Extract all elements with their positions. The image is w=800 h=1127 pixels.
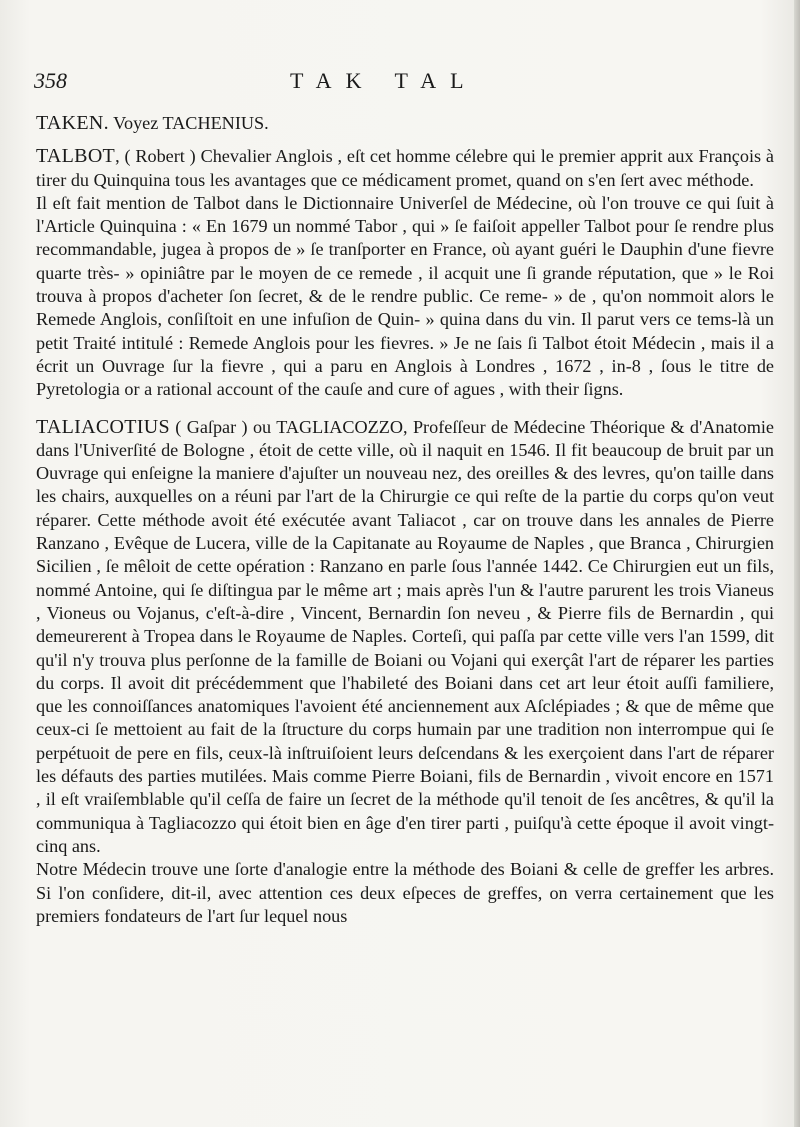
entry-taliacotius — [36, 416, 774, 929]
entry-text: Voyez TACHENIUS. — [108, 113, 269, 133]
entry-talbot — [36, 145, 774, 401]
headword: TALIACOTIUS — [36, 415, 170, 438]
page-number: 358 — [34, 68, 67, 93]
entry-paragraph: Notre Médecin trouve une ſorte d'analogie entre la méthode des Boiani & celle de greffer les arbres. Si l'on conſidere, dit-il, avec attention ces deux eſpeces de greffes, on verra certainement que les premiers fondateurs de l'art ſur lequel nous — [36, 859, 774, 926]
entry-text: , ( Robert ) Chevalier Anglois , eſt cet homme célebre qui le premier apprit aux François à tirer du Quinquina tous les avantages que ce médicament promet, quand on s'en ſert avec méthode. — [36, 146, 774, 190]
page-body — [36, 112, 774, 936]
entry-paragraph: Il eſt fait mention de Talbot dans le Dictionnaire Univerſel de Médecine, où l'on trouve ce qui ſuit à l'Article Quinquina : « En 1679 un nommé Tabor , qui » ſe faiſoit appeller Talbot pour ſe rendre plus recommandable, jugea à propos de » ſe tranſporter en France, où ayant guéri le Dauphin d'une fievre quarte très- » opiniâtre par le moyen de ce remede , il acquit une ſi grande réputation, que » le Roi trouva à propos d'acheter ſon ſecret, & de le rendre public. Ce reme- » de , qu'on nommoit alors le Remede Anglois, conſiſtoit en une infuſion de Quin- » quina dans du vin. Il parut vers ce tems-là un petit Traité intitulé : Remede Anglois pour les fievres. » Je ne ſais ſi Talbot étoit Médecin , mais il a écrit un Ouvrage ſur la fievre , qui a paru en Anglois à Londres , 1672 , in-8 , ſous le titre de Pyretologia or a rational account of the cauſe and cure of agues , with their ſigns. — [36, 192, 774, 400]
page-edge-shadow — [794, 0, 800, 1127]
headword: TAKEN. — [36, 112, 109, 134]
headword: TALBOT — [36, 145, 116, 168]
entry-text: ( Gaſpar ) ou TAGLIACOZZO, Profeſſeur de Médecine Théorique & d'Anatomie dans l'Univerſité de Bologne , étoit de cette ville, où il naquit en 1546. Il fit beaucoup de bruit par un Ouvrage qui enſeigne la maniere d'ajuſter un nouveau nez, des oreilles & des levres, qu'on taille dans les chairs, auxquelles on a réuni par l'art de la Chirurgie ce qui reſte de la partie du corps qu'on veut réparer. Cette méthode avoit été exécutée avant Taliacot , car on trouve dans les annales de Pierre Ranzano , Evêque de Lucera, ville de la Capitanate au Royaume de Naples , que Branca , Chirurgien Sicilien , ſe mêloit de cette opération : Ranzano en parle ſous l'année 1442. Ce Chirurgien eut un fils, nommé Antoine, qui ſe diſtingua par le même art ; mais après l'un & l'autre parurent les trois Vianeus , Vioneus ou Vojanus, c'eſt-à-dire , Vincent, Bernardin ſon neveu , & Pierre fils de Bernardin , qui demeurerent à Tropea dans le Royaume de Naples. Corteſi, qui paſſa par cette ville vers l'an 1599, dit qu'il n'y trouva plus perſonne de la famille de Boiani ou Vojani qui exerçât l'art de réparer les parties du corps. Il avoit dit précédemment que l'habileté des Boiani dans cet art leur étoit auſſi familiere, que les connoiſſances anatomiques l'avoient été anciennement aux Aſclépiades ; & que de même que ceux-ci ſe mettoient au fait de la ſtructure du corps humain par une tradition non interrompue qui ſe perpétuoit de pere en fils, ceux-là inſtruiſoient leurs deſcendans & les exerçoient dans l'art de réparer les défauts des parties mutilées. Mais comme Pierre Boiani, fils de Bernardin , vivoit encore en 1571 , il eſt vraiſemblable qu'il ceſſa de faire un ſecret de la méthode qu'il tenoit de ſes ancêtres, & qu'il la communiqua à Tagliacozzo qui étoit bien en âge d'en tirer parti , puiſqu'à cette époque il avoit vingt-cinq ans. — [36, 416, 774, 856]
entry-taken — [36, 112, 774, 135]
running-head: TAK TAL — [290, 68, 478, 93]
page-header — [34, 68, 774, 98]
entry-paragraph — [36, 112, 774, 135]
entry-paragraph — [36, 145, 774, 192]
entry-paragraph — [36, 416, 774, 859]
